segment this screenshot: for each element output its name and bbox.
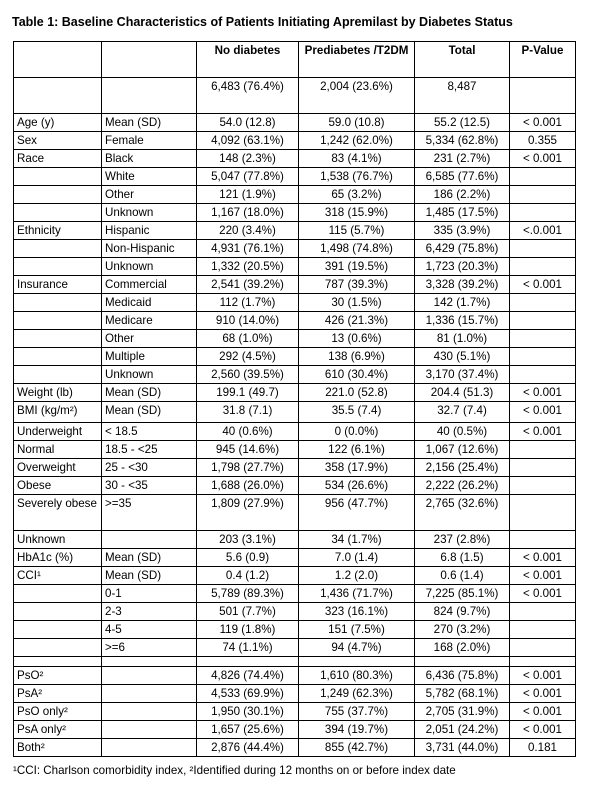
cell-prediabetes: 323 (16.1%) [299, 603, 415, 621]
cell-prediabetes: 59.0 (10.8) [299, 114, 415, 132]
cell-prediabetes: 2,004 (23.6%) [299, 78, 415, 114]
cell-total: 3,731 (44.0%) [415, 739, 510, 757]
cell-prediabetes: 122 (6.1%) [299, 441, 415, 459]
row-label: Insurance [14, 276, 102, 294]
cell-total: 2,156 (25.4%) [415, 459, 510, 477]
row-label [14, 186, 102, 204]
table-row [14, 423, 576, 441]
table-row [14, 549, 576, 567]
table-row [14, 703, 576, 721]
cell-pvalue: < 0.001 [510, 402, 576, 423]
cell-total: 6,429 (75.8%) [415, 240, 510, 258]
table-body [14, 78, 576, 757]
header-prediabetes: Prediabetes /T2DM [299, 42, 415, 78]
cell-no-diabetes: 910 (14.0%) [197, 312, 299, 330]
table-row [14, 685, 576, 703]
cell-no-diabetes: 1,798 (27.7%) [197, 459, 299, 477]
row-label: PsO² [14, 667, 102, 685]
cell-prediabetes: 35.5 (7.4) [299, 402, 415, 423]
cell-no-diabetes: 501 (7.7%) [197, 603, 299, 621]
cell-total: 2,765 (32.6%) [415, 495, 510, 531]
cell-pvalue [510, 639, 576, 657]
table-row [14, 240, 576, 258]
cell-no-diabetes: 54.0 (12.8) [197, 114, 299, 132]
cell-pvalue: 0.181 [510, 739, 576, 757]
cell-total: 1,723 (20.3%) [415, 258, 510, 276]
row-sublabel [102, 703, 197, 721]
row-label [14, 258, 102, 276]
cell-prediabetes: 956 (47.7%) [299, 495, 415, 531]
cell-no-diabetes: 68 (1.0%) [197, 330, 299, 348]
cell-no-diabetes: 5,789 (89.3%) [197, 585, 299, 603]
cell-pvalue [510, 294, 576, 312]
row-sublabel [102, 685, 197, 703]
table-row [14, 459, 576, 477]
row-sublabel [102, 667, 197, 685]
cell-prediabetes: 318 (15.9%) [299, 204, 415, 222]
cell-prediabetes: 13 (0.6%) [299, 330, 415, 348]
cell-prediabetes: 221.0 (52.8) [299, 384, 415, 402]
row-sublabel: Multiple [102, 348, 197, 366]
cell-pvalue: < 0.001 [510, 685, 576, 703]
row-sublabel [102, 657, 197, 667]
row-sublabel: Medicaid [102, 294, 197, 312]
cell-total: 1,067 (12.6%) [415, 441, 510, 459]
cell-total: 6.8 (1.5) [415, 549, 510, 567]
cell-total: 6,585 (77.6%) [415, 168, 510, 186]
cell-pvalue [510, 204, 576, 222]
cell-no-diabetes: 292 (4.5%) [197, 348, 299, 366]
table-row [14, 585, 576, 603]
cell-no-diabetes: 199.1 (49.7) [197, 384, 299, 402]
row-label: Unknown [14, 531, 102, 549]
cell-total: 8,487 [415, 78, 510, 114]
row-label [14, 312, 102, 330]
row-sublabel: Unknown [102, 204, 197, 222]
row-sublabel: 30 - <35 [102, 477, 197, 495]
cell-no-diabetes: 203 (3.1%) [197, 531, 299, 549]
table-title: Table 1: Baseline Characteristics of Patients Initiating Apremilast by Diabetes Status [12, 15, 513, 29]
cell-total: 2,705 (31.9%) [415, 703, 510, 721]
table-row [14, 312, 576, 330]
cell-total: 32.7 (7.4) [415, 402, 510, 423]
cell-total: 81 (1.0%) [415, 330, 510, 348]
cell-pvalue: < 0.001 [510, 150, 576, 168]
cell-no-diabetes: 5.6 (0.9) [197, 549, 299, 567]
cell-no-diabetes: 31.8 (7.1) [197, 402, 299, 423]
row-sublabel: 2-3 [102, 603, 197, 621]
cell-no-diabetes: 1,657 (25.6%) [197, 721, 299, 739]
cell-no-diabetes: 2,876 (44.4%) [197, 739, 299, 757]
cell-prediabetes: 7.0 (1.4) [299, 549, 415, 567]
cell-total: 0.6 (1.4) [415, 567, 510, 585]
cell-total: 6,436 (75.8%) [415, 667, 510, 685]
row-sublabel: Female [102, 132, 197, 150]
cell-pvalue [510, 168, 576, 186]
cell-prediabetes: 391 (19.5%) [299, 258, 415, 276]
cell-pvalue [510, 78, 576, 114]
cell-no-diabetes: 74 (1.1%) [197, 639, 299, 657]
cell-total: 168 (2.0%) [415, 639, 510, 657]
cell-pvalue [510, 459, 576, 477]
cell-prediabetes: 855 (42.7%) [299, 739, 415, 757]
cell-no-diabetes: 1,950 (30.1%) [197, 703, 299, 721]
row-sublabel: Medicare [102, 312, 197, 330]
cell-no-diabetes: 121 (1.9%) [197, 186, 299, 204]
cell-no-diabetes: 4,533 (69.9%) [197, 685, 299, 703]
table-row [14, 150, 576, 168]
row-label: Normal [14, 441, 102, 459]
cell-prediabetes: 94 (4.7%) [299, 639, 415, 657]
cell-pvalue [510, 657, 576, 667]
cell-prediabetes: 30 (1.5%) [299, 294, 415, 312]
cell-prediabetes: 787 (39.3%) [299, 276, 415, 294]
header-col2 [102, 42, 197, 78]
row-sublabel: Mean (SD) [102, 549, 197, 567]
cell-prediabetes: 1,249 (62.3%) [299, 685, 415, 703]
cell-pvalue: <.0.001 [510, 222, 576, 240]
table-row [14, 441, 576, 459]
cell-pvalue [510, 495, 576, 531]
cell-no-diabetes: 4,931 (76.1%) [197, 240, 299, 258]
table-row [14, 621, 576, 639]
cell-pvalue [510, 258, 576, 276]
row-label [14, 585, 102, 603]
row-sublabel: >=35 [102, 495, 197, 531]
cell-prediabetes: 65 (3.2%) [299, 186, 415, 204]
cell-no-diabetes [197, 657, 299, 667]
footnote: ¹CCI: Charlson comorbidity index, ²Identified during 12 months on or before index date [13, 764, 456, 777]
row-label: HbA1c (%) [14, 549, 102, 567]
row-sublabel: Mean (SD) [102, 114, 197, 132]
table-row [14, 603, 576, 621]
cell-total: 3,170 (37.4%) [415, 366, 510, 384]
baseline-characteristics-table [13, 41, 576, 757]
cell-pvalue: < 0.001 [510, 667, 576, 685]
table-row [14, 721, 576, 739]
cell-prediabetes: 151 (7.5%) [299, 621, 415, 639]
cell-prediabetes: 138 (6.9%) [299, 348, 415, 366]
cell-total: 2,222 (26.2%) [415, 477, 510, 495]
row-label: Race [14, 150, 102, 168]
cell-total: 186 (2.2%) [415, 186, 510, 204]
row-sublabel: Unknown [102, 258, 197, 276]
cell-pvalue [510, 621, 576, 639]
cell-pvalue: 0.355 [510, 132, 576, 150]
row-label [14, 639, 102, 657]
table-row [14, 294, 576, 312]
cell-total: 5,334 (62.8%) [415, 132, 510, 150]
cell-no-diabetes: 119 (1.8%) [197, 621, 299, 639]
cell-total: 430 (5.1%) [415, 348, 510, 366]
row-sublabel: 0-1 [102, 585, 197, 603]
cell-pvalue: < 0.001 [510, 721, 576, 739]
row-label: Severely obese [14, 495, 102, 531]
cell-pvalue [510, 366, 576, 384]
table-header-row [14, 42, 576, 78]
cell-pvalue: < 0.001 [510, 114, 576, 132]
row-sublabel: Mean (SD) [102, 384, 197, 402]
row-sublabel: Unknown [102, 366, 197, 384]
cell-total: 270 (3.2%) [415, 621, 510, 639]
cell-pvalue [510, 186, 576, 204]
row-label: Weight (lb) [14, 384, 102, 402]
cell-total: 3,328 (39.2%) [415, 276, 510, 294]
row-label [14, 168, 102, 186]
cell-no-diabetes: 40 (0.6%) [197, 423, 299, 441]
table-row [14, 330, 576, 348]
cell-no-diabetes: 4,092 (63.1%) [197, 132, 299, 150]
cell-prediabetes: 1,538 (76.7%) [299, 168, 415, 186]
header-pvalue: P-Value [510, 42, 576, 78]
cell-prediabetes: 83 (4.1%) [299, 150, 415, 168]
row-label: Obese [14, 477, 102, 495]
cell-pvalue [510, 441, 576, 459]
table-row [14, 366, 576, 384]
table-row [14, 132, 576, 150]
row-label [14, 621, 102, 639]
table-row [14, 78, 576, 114]
row-label [14, 78, 102, 114]
cell-pvalue [510, 348, 576, 366]
row-label [14, 657, 102, 667]
table-row [14, 384, 576, 402]
cell-no-diabetes: 2,560 (39.5%) [197, 366, 299, 384]
table-row [14, 276, 576, 294]
cell-prediabetes: 755 (37.7%) [299, 703, 415, 721]
table-row [14, 186, 576, 204]
table-row [14, 657, 576, 667]
header-total: Total [415, 42, 510, 78]
table-row [14, 168, 576, 186]
cell-no-diabetes: 4,826 (74.4%) [197, 667, 299, 685]
cell-total: 237 (2.8%) [415, 531, 510, 549]
cell-pvalue: < 0.001 [510, 384, 576, 402]
cell-prediabetes: 610 (30.4%) [299, 366, 415, 384]
cell-no-diabetes: 1,688 (26.0%) [197, 477, 299, 495]
cell-pvalue: < 0.001 [510, 423, 576, 441]
cell-total: 5,782 (68.1%) [415, 685, 510, 703]
row-label: Underweight [14, 423, 102, 441]
table-row [14, 402, 576, 423]
row-sublabel: 4-5 [102, 621, 197, 639]
cell-no-diabetes: 220 (3.4%) [197, 222, 299, 240]
row-label: Both² [14, 739, 102, 757]
cell-no-diabetes: 0.4 (1.2) [197, 567, 299, 585]
table-row [14, 258, 576, 276]
row-sublabel [102, 78, 197, 114]
cell-no-diabetes: 1,809 (27.9%) [197, 495, 299, 531]
cell-prediabetes: 1,498 (74.8%) [299, 240, 415, 258]
cell-total: 1,485 (17.5%) [415, 204, 510, 222]
row-sublabel: Commercial [102, 276, 197, 294]
row-label [14, 204, 102, 222]
table-row [14, 477, 576, 495]
cell-prediabetes: 1.2 (2.0) [299, 567, 415, 585]
table-row [14, 114, 576, 132]
row-label: PsA only² [14, 721, 102, 739]
cell-prediabetes: 34 (1.7%) [299, 531, 415, 549]
cell-pvalue [510, 603, 576, 621]
row-sublabel: Non-Hispanic [102, 240, 197, 258]
cell-total: 335 (3.9%) [415, 222, 510, 240]
cell-no-diabetes: 148 (2.3%) [197, 150, 299, 168]
row-label: Ethnicity [14, 222, 102, 240]
cell-prediabetes: 0 (0.0%) [299, 423, 415, 441]
cell-total: 1,336 (15.7%) [415, 312, 510, 330]
row-sublabel [102, 531, 197, 549]
row-label: BMI (kg/m²) [14, 402, 102, 423]
row-label [14, 240, 102, 258]
cell-prediabetes: 1,436 (71.7%) [299, 585, 415, 603]
row-label: CCI¹ [14, 567, 102, 585]
header-col1 [14, 42, 102, 78]
cell-pvalue [510, 240, 576, 258]
table-row [14, 495, 576, 531]
row-sublabel: < 18.5 [102, 423, 197, 441]
row-sublabel: Hispanic [102, 222, 197, 240]
row-sublabel [102, 721, 197, 739]
row-label: Age (y) [14, 114, 102, 132]
cell-total: 142 (1.7%) [415, 294, 510, 312]
row-label: Sex [14, 132, 102, 150]
row-label: Overweight [14, 459, 102, 477]
cell-pvalue: < 0.001 [510, 585, 576, 603]
cell-pvalue: < 0.001 [510, 567, 576, 585]
cell-prediabetes: 1,242 (62.0%) [299, 132, 415, 150]
cell-total: 55.2 (12.5) [415, 114, 510, 132]
cell-pvalue [510, 531, 576, 549]
row-sublabel [102, 739, 197, 757]
cell-total [415, 657, 510, 667]
cell-pvalue: < 0.001 [510, 703, 576, 721]
cell-prediabetes: 115 (5.7%) [299, 222, 415, 240]
cell-total: 231 (2.7%) [415, 150, 510, 168]
cell-prediabetes: 534 (26.6%) [299, 477, 415, 495]
cell-total: 204.4 (51.3) [415, 384, 510, 402]
row-sublabel: Mean (SD) [102, 402, 197, 423]
cell-no-diabetes: 1,167 (18.0%) [197, 204, 299, 222]
row-label [14, 348, 102, 366]
row-sublabel: Mean (SD) [102, 567, 197, 585]
cell-prediabetes: 1,610 (80.3%) [299, 667, 415, 685]
row-sublabel: 18.5 - <25 [102, 441, 197, 459]
table-row [14, 639, 576, 657]
cell-prediabetes: 358 (17.9%) [299, 459, 415, 477]
row-sublabel: 25 - <30 [102, 459, 197, 477]
cell-pvalue [510, 330, 576, 348]
row-sublabel: Black [102, 150, 197, 168]
header-no-diabetes: No diabetes [197, 42, 299, 78]
row-label [14, 603, 102, 621]
table-row [14, 222, 576, 240]
cell-prediabetes: 426 (21.3%) [299, 312, 415, 330]
cell-prediabetes [299, 657, 415, 667]
table-row [14, 204, 576, 222]
row-sublabel: >=6 [102, 639, 197, 657]
cell-pvalue: < 0.001 [510, 549, 576, 567]
cell-no-diabetes: 112 (1.7%) [197, 294, 299, 312]
row-sublabel: White [102, 168, 197, 186]
table-row [14, 348, 576, 366]
row-label [14, 366, 102, 384]
cell-total: 7,225 (85.1%) [415, 585, 510, 603]
cell-no-diabetes: 6,483 (76.4%) [197, 78, 299, 114]
row-label [14, 294, 102, 312]
cell-no-diabetes: 1,332 (20.5%) [197, 258, 299, 276]
table-row [14, 667, 576, 685]
table-row [14, 531, 576, 549]
cell-no-diabetes: 2,541 (39.2%) [197, 276, 299, 294]
table-row [14, 739, 576, 757]
cell-pvalue [510, 477, 576, 495]
row-label: PsA² [14, 685, 102, 703]
row-sublabel: Other [102, 330, 197, 348]
cell-pvalue [510, 312, 576, 330]
cell-no-diabetes: 5,047 (77.8%) [197, 168, 299, 186]
cell-total: 40 (0.5%) [415, 423, 510, 441]
row-label [14, 330, 102, 348]
cell-total: 824 (9.7%) [415, 603, 510, 621]
row-label: PsO only² [14, 703, 102, 721]
cell-total: 2,051 (24.2%) [415, 721, 510, 739]
row-sublabel: Other [102, 186, 197, 204]
cell-no-diabetes: 945 (14.6%) [197, 441, 299, 459]
table-row [14, 567, 576, 585]
cell-pvalue: < 0.001 [510, 276, 576, 294]
cell-prediabetes: 394 (19.7%) [299, 721, 415, 739]
